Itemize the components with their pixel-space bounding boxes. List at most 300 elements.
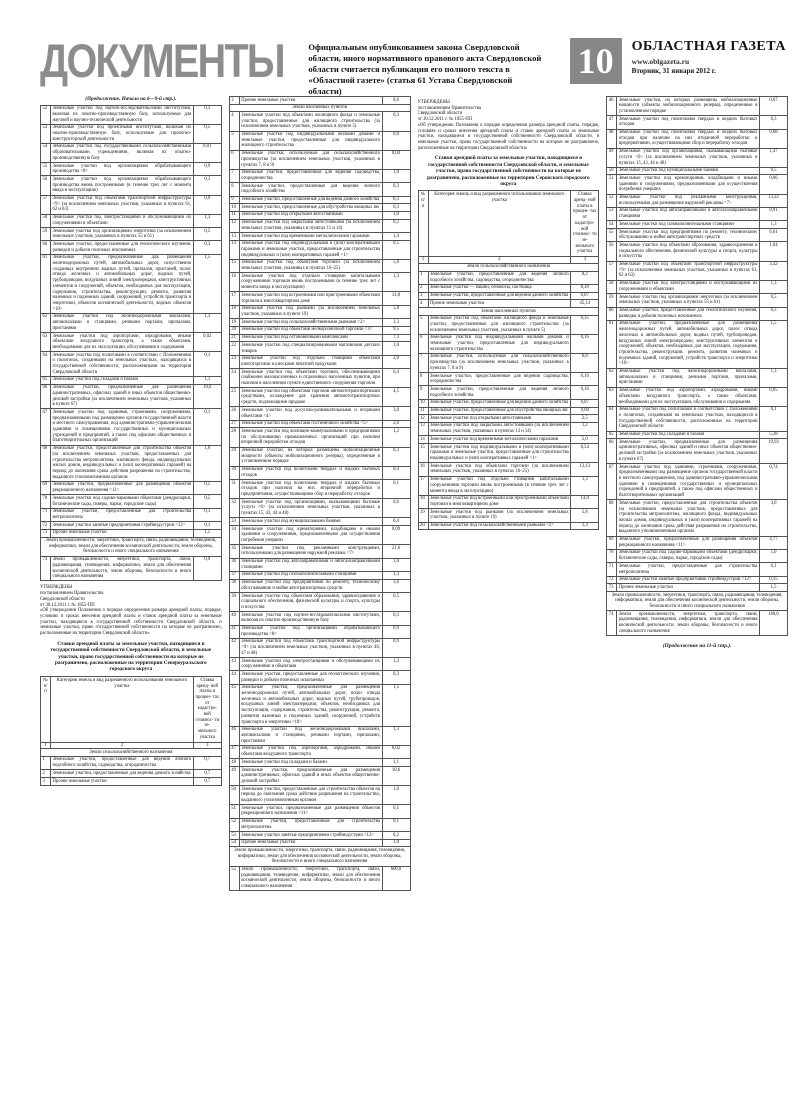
table-row [40,106,222,125]
row-category: Земельные участки, предоставленные для строительства метрополитена [240,819,383,831]
row-category: Земельные участки под объектами торговли (за исключением земельных участков, указанных в пунктах 16–25) [240,260,383,272]
row-category: Земельные участки под объектами торговли автомототранспортными средствами, охлаждение для хранения автомототранспортных средств, подлежащими продаже [240,388,383,406]
table-row [229,197,411,205]
row-number: 3 [230,97,240,104]
row-rate: 0,3 [393,448,399,454]
table-row [418,509,600,522]
row-number: 57 [41,196,51,214]
row-category: Земельные участки под досугово-развлекательными и игорными объектами <4> [240,407,383,419]
row-category: Земельные участки, предоставленные для геологического изучения, разведки и добычи полезных ископаемых [617,308,760,320]
row-category: Земельные участки под сельскохозяйственными рынками <2> [429,523,572,530]
row-category: Земельные участки, предоставленные для ведения дачного хозяйства [51,770,194,777]
row-category: Земельные участки под научно-исследовательскими институтами, включая их опытно-производственную базу [240,612,383,624]
row-rate: 8,39 [580,285,589,291]
table-row [606,550,788,563]
row-category: Земельные участки под рекламными конструкциями, используемыми для размещения наружной рекламы <7> [240,545,383,557]
table-row [40,509,222,522]
row-category: Прочие земельные участки [240,97,383,104]
table-row [229,448,411,467]
row-category: Земельные участки под индивидуальными и (или) кооперативными гаражами и земельные участки, предоставленные для строительства индивидуальных и (или) кооперативных гаражей <1> [429,444,572,462]
row-category: Земельные участки под полигонами в соответствии с Положениями о полигонах, созданными на земельных участках, находящихся в государственной собственности, расположенными на территории Свердловской области [51,352,194,376]
row-number: 64 [41,352,51,376]
body-columns [40,96,788,1098]
row-number: 31 [230,480,240,498]
table-row [40,352,222,377]
row-rate: 1,5 [770,321,777,327]
row-rate: 0,9 [204,163,211,169]
row-category: Земельные участки под временными металлическими гаражами [240,233,383,240]
table-row [40,446,222,482]
row-rate: 6,61 [769,229,778,235]
row-number: 52 [607,195,617,207]
table-row [418,293,600,301]
row-number: 70 [607,550,617,562]
row-category: Земельные участки под остановочными комплексами [240,335,383,342]
row-category: Земельные участки под автозаправочными и автогазозаправочными станциями [617,208,760,220]
row-rate: 0,5 [204,495,211,501]
row-number: 37 [230,572,240,579]
table-row [606,432,788,440]
table-row [229,847,411,866]
row-number: 6 [230,151,240,169]
table-row [40,215,222,228]
row-rate: 0,1 [204,522,211,528]
row-number: 73 [41,530,51,537]
row-rate: 0,1 [204,409,211,415]
row-rate: 0,9 [393,639,399,645]
table-row [229,545,411,558]
idx-3: 3 [583,257,586,263]
idx-2: 2 [51,743,194,749]
row-rate: 0,2 [393,220,399,226]
row-category: Земельные участки под научно-исследовательскими институтами, включая их опытно-производственную базу, используемые для научной и научно-технической деятельности [51,106,194,124]
row-category: Земельные участки под муниципальными банями [617,168,760,175]
table-row [40,409,222,445]
row-number: 33 [230,518,240,525]
row-number: 54 [607,221,617,228]
row-category: Земельные участки под организациями энергетики (за исключением земельных участков, указанных в пунктах 55 и 61) [51,228,194,240]
column-1 [40,96,222,1098]
table-header [418,190,600,256]
table-row [606,439,788,464]
row-category: Земельные участки под сельскохозяйственными рынками <2> [240,319,383,326]
table-row [606,308,788,321]
row-rate: 0,3 [204,241,211,247]
table-row [418,300,600,308]
row-category: Земельные участки под открытыми автостоянками [429,415,572,422]
row-number: 18 [419,496,429,508]
row-category: Земельные участки под полигонами твердых и жидких бытовых отходов [240,467,383,479]
row-rate: 0,3 [770,308,777,313]
table-row [418,373,600,386]
row-category: Земельные участки под государственными сельскохозяйственными образовательными учреждениями, включая их опытно-производственную базу [51,144,194,162]
row-number: 12 [230,220,240,232]
row-rate: 1,3 [204,314,211,320]
row-number: 10 [230,204,240,211]
row-rate: 1,4 [393,233,399,239]
row-number: 14 [419,436,429,443]
row-number: 70 [41,495,51,507]
row-rate: 0,16 [580,373,589,379]
table-row [229,421,411,429]
row-category: Земельные участки под открытыми автостоянками [240,212,383,219]
row-rate: 0,8 [393,132,399,138]
row-rate: 1,47 [769,149,778,155]
row-number: 32 [230,499,240,517]
table-row [418,423,600,436]
row-rate: 2,0 [393,356,399,362]
row-category: Земельные участки под индивидуальными жилыми домами и земельные участки, предоставленные для индивидуального жилищного строительства [429,335,572,353]
table-row [418,285,600,293]
row-category: Земельные участки, предоставленные для строительства метрополитена [51,509,194,521]
row-category: Земельные участки под крематориями, кладбищами и иными зданиями и сооружениями, предназначенными для осуществления погребения умерших [617,175,760,193]
row-number: 38 [230,580,240,592]
row-rate: 0,5 [770,168,777,174]
row-number: 59 [607,294,617,306]
publication-notice: Официальным опубликованием закона Свердловской области, иного нормативного правового акта Свердловской области считается публикация его полного текста в «Областной газете» (статья 61 Устава Свердловской области) [308,42,542,96]
row-category: Земельные участки под организациями энергетики (за исключением земельных участков, указанных в пунктах 55 и 61) [617,294,760,306]
row-category: Земельные участки под железнодорожными вокзалами, автовокзалами и станциями, речными портами, причалами, пристанями [51,314,194,332]
table-row [606,321,788,369]
table-row [40,778,222,786]
row-category: Земельные участки, предназначенные для размещения железнодорожных путей, автомобильных дорог, искусственно созданных внутренних водных путей, причалов, пристаней, полос отвода железных и автомобильных дорог, водных путей, трубопроводов, воздушных линий электропередачи, конструктивных элементов и сооружений, объектов, необходимых для эксплуатации, содержания, строительства, реконструкции, ремонта, развития наземных и подземных зданий, сооружений, устройств транспорта и энергетики, объектов космической деятельности, водных объектов <10> [51,255,194,313]
table-row [229,204,411,212]
approved-line: Свердловской области [40,596,85,602]
row-number: 55 [230,867,240,891]
row-number: 69 [41,482,51,494]
row-rate: 0,1 [204,106,211,112]
row-category: Земельные участки под железнодорожными вокзалами, автовокзалами и станциями, речными портами, причалами, пристанями [240,727,383,745]
row-category: Земельные участки под временными металлическими гаражами [429,436,572,443]
header-rate: Ставка аренд- ной платы в процен- тах от кадастро- вой стоимос- ти зе- мельного участка [572,192,597,255]
row-category: Земельные участки, предоставленные для обустройства овощных ям [429,408,572,415]
row-number: 1 [419,272,429,284]
row-category: Земельные участки под встроенными или пристроенными объектами торговли в многоквартирном доме [429,496,572,508]
row-number: 19 [419,509,429,521]
table-row [418,463,600,476]
row-rate: 1,0 [393,840,399,846]
table-row [418,386,600,399]
table-row [418,444,600,463]
row-rate: 0,3 [204,176,211,182]
table-row [40,196,222,215]
row-rate: 0,1 [393,819,399,825]
row-category: Земельные участки, предоставленные для геологического изучения, разведки и добычи полезных ископаемых [51,241,194,253]
row-category: Земельные участки под объектами транспортной инфраструктуры <9> (за исключением земельных участков, указанных в пунктах 61, 62 и 63) [51,196,194,214]
row-rate: 0,3 [770,116,777,122]
row-category: Земельные участки под рекламными конструкциями, используемыми для размещения наружной рекламы <7> [617,195,760,207]
row-number: 1 [41,757,51,769]
header-category: Категория земель и вид разрешенного использования земельного участка [51,677,194,742]
row-category: Земельные участки под организациями обрабатывающего производства <8> [51,163,194,175]
row-category: Земельные участки под организациями обрабатывающего производства вновь построенными (в течение трех лет с момента ввода в эксплуатацию) [51,176,194,194]
row-number: 68 [41,446,51,481]
row-rate: 1,3 [393,658,399,664]
row-number: 62 [607,369,617,387]
row-number: 2 [41,770,51,777]
row-rate: 0,05 [769,388,778,394]
row-number: 19 [230,319,240,326]
row-rate: 1,3 [581,523,588,529]
table-row [229,151,411,170]
row-rate: 0,5 [393,241,399,247]
row-number: 34 [230,526,240,544]
table-row [229,867,411,892]
row-number: 50 [230,786,240,804]
row-rate: 0,1 [204,509,211,515]
table-row [606,388,788,407]
table-row [418,477,600,496]
table-row [229,132,411,151]
row-rate: 0,5 [204,125,211,131]
row-number: 51 [607,175,617,193]
row-category: Земельные участки, предназначенные для размещения объектов рекреационного назначения <11> [240,805,383,817]
table-row [40,377,222,385]
table-row [606,242,788,261]
row-rate: 3,6 [393,580,399,586]
table-row [229,658,411,671]
row-rate: 13,13 [579,463,591,469]
table-row [229,626,411,639]
row-number: 74 [607,611,617,635]
table-row [40,176,222,195]
table-row [229,183,411,196]
row-category: Земельные участки, предоставленные для геологического изучения, разведки и добычи полезных ископаемых [240,671,383,683]
row-rate: 0,04 [391,151,401,157]
table-row [229,840,411,848]
row-number: 50 [607,168,617,175]
row-rate: 600,0 [390,867,402,873]
row-number: 60 [41,241,51,253]
row-category: Земельные участки под зданиями, строениями, сооружениями, предназначенными под размещение органов государственной власти и местного самоуправления, под административно-управленческими зданиями и помещениями государственных и муниципальных учреждений и предприятий, а также под офисами общественных и благотворительных организаций [617,464,760,499]
row-rate: 3,0 [770,500,777,506]
row-category: Земельные участки под железнодорожными вокзалами, автовокзалами и станциями, речными портами, причалами, пристанями [617,369,760,387]
row-number: 48 [230,759,240,766]
row-rate: 0,1 [393,480,399,486]
row-category: Земельные участки под специализированными магазинами детских товаров [240,342,383,354]
row-category: Земли населенных пунктов [481,308,536,314]
row-rate: 5,0 [581,436,588,442]
row-rate: 4,5 [393,388,399,394]
row-rate: 0,1 [770,407,777,413]
row-rate: 14,8 [580,496,589,502]
row-number: 60 [607,308,617,320]
approved-quote: «Об утверждении Положения о порядке определения размера арендной платы, порядке, условиях и сроках внесения арендной платы и ставок арендной платы за земельные участки, находящиеся в государственной собственности Свердловской области, и земельные участки, право государственной собственности на которые не разграничено, расположенные на территории Свердловской области» [40,608,222,637]
table-row [229,342,411,355]
table-row [606,584,788,592]
idx-2: 2 [429,257,572,263]
table-row [229,639,411,658]
table-row [40,749,222,757]
table-row [606,130,788,149]
row-rate: 0,4 [393,518,399,524]
table-row [40,538,222,557]
row-category: Земли промышленности, энергетики, транспорта, связи, радиовещания, телевидения, информатики, земли для обеспечения космической деятельности, земли обороны, безопасности и иного специального назначения [234,847,406,865]
row-rate: 1,3 [393,572,399,578]
row-category: Земельные участки под отдельно стоящими объектами книготорговли и киосками печатной продукции [240,356,383,368]
table-row [606,563,788,576]
row-category: Земельные участки, предоставленные для ведения личного подсобного хозяйства, садоводства, огородничества [51,757,194,769]
approved-quote: «Об утверждении Положения о порядке определения размера арендной платы, порядке, условиях и сроках внесения арендной платы и ставок арендной платы за земельные участки, находящиеся в государственной собственности Свердловской области, и земельные участки, право государственной собственности на которые не разграничено, расположенные на территории Свердловской области» [417,122,600,151]
row-number: 66 [41,385,51,409]
row-number: 69 [607,537,617,549]
row-category: Земельные участки под аэропортами, аэродромами, иными объектами воздушного транспорта, а также объектами, необходимыми для их эксплуатации, обслуживания и содержания [51,333,194,351]
row-rate: 1,5 [204,255,211,261]
row-number: 42 [230,639,240,657]
table-row [418,436,600,444]
row-number: 35 [230,545,240,557]
table-row [40,144,222,163]
severouralsk-table [40,749,222,786]
row-rate: 3,0 [393,407,399,413]
row-category: Земельные участки под зданиями, строениями, сооружениями, предназначенными под размещение органов государственной власти и местного самоуправления, под административно-управленческими зданиями и помещениями государственных и муниципальных учреждений и предприятий, а также под офисами общественных и благотворительных организаций [51,409,194,444]
row-category: Земельные участки, предназначенные для размещения объектов рекреационного назначения <11> [617,537,760,549]
row-rate: 1,0 [393,559,399,565]
table-row [229,241,411,260]
table-row [229,559,411,572]
row-rate: 5,8 [581,509,588,515]
row-rate: 1,04 [769,242,778,248]
table-row [229,306,411,319]
row-number: 21 [230,335,240,342]
table-row [229,727,411,746]
row-number: 11 [419,408,429,415]
row-category: Земельные участки под электростанциями и обслуживающими их сооружениями и объектами [617,281,760,293]
row-rate: 0,5 [393,593,399,599]
table-row [606,221,788,229]
row-rate: 0,07 [769,97,778,103]
row-number: 28 [230,428,240,446]
row-rate: 0,7 [204,778,211,784]
masthead-title: ОБЛАСТНАЯ ГАЗЕТА [631,39,786,54]
row-category: Земельные участки под встроенными или пристроенными объектами торговли в многоквартирном доме [240,292,383,304]
row-category: Земли населенных пунктов [292,105,347,111]
row-number: 36 [230,559,240,571]
row-rate: 0,2 [393,832,399,838]
row-rate: 0,08 [769,130,778,136]
row-number: 11 [230,212,240,219]
row-number: 53 [41,125,51,143]
row-number: 52 [41,106,51,124]
row-rate: 1,3 [393,319,399,325]
row-category: Земельные участки под полигонами в соответствии с Положениями о полигонах, созданными на земельных участках, находящихся в государственной собственности, расположенных на территории Свердловской области [617,407,760,431]
row-rate: 0,1 [770,563,777,569]
row-number: 22 [230,342,240,354]
row-number: 16 [230,273,240,291]
row-number: 67 [41,409,51,444]
row-rate: 0,07 [580,400,589,406]
row-number: 4 [419,300,429,307]
row-rate: 1,0 [204,446,211,452]
row-category: Земельные участки, предоставленные для ведения садоводства, огородничества [240,170,383,182]
row-category: Земли промышленности, энергетики, транспорта, связи, радиовещания, телевидения, информатики, земли для обеспечения космической деятельности, земли обороны, безопасности и иного специального назначения [45,538,217,555]
row-rate: 1,5 [770,584,777,590]
row-number: 53 [607,208,617,220]
table-row [606,262,788,281]
table-row [40,522,222,530]
row-rate: 0,7 [204,757,211,763]
table-row [229,832,411,840]
row-category: Земельные участки, на которых размещены мобилизационные мощности (объекты мобилизационного резерва), определенные в установленном порядке [240,448,383,466]
row-number: 72 [607,577,617,584]
row-category: Земельные участки, предназначенные для размещения административных, офисных зданий и иных объектов общественно-деловой застройки (за исключением земельных участков, указанных в пункте 67) [617,439,760,463]
approved-line: постановлением Правительства [40,591,104,597]
row-category: Земли сельскохозяйственного назначения [89,749,173,755]
row-number: 9 [230,197,240,204]
row-number: 54 [41,144,51,162]
row-number: 17 [230,292,240,304]
row-rate: 0,4 [393,467,399,473]
column-3 [418,96,600,1098]
header-rate: Ставка аренд- ной платы в процен- тах от кадастро- вой стоимос- ти зе- мельного участка [195,677,220,740]
masthead-date: Вторник, 31 января 2012 г. [631,67,716,75]
row-number: 41 [230,626,240,638]
row-rate: 0,08 [580,408,589,414]
column-4 [606,96,788,1098]
row-rate: 10,6 [203,385,212,391]
table-row [40,163,222,176]
table-row [418,400,600,408]
row-number: 6 [419,335,429,353]
table-row [229,580,411,593]
row-rate: 10,6 [391,767,401,773]
row-category: Земельные участки под объектами жилищного фонда и земельные участки, предоставленные для жилищного строительства (за исключением земельных участков, указанных в пункте 5) [240,112,383,130]
approved-block [40,585,222,636]
row-category: Земельные участки, предназначенные для размещения административных, офисных зданий и иных объектов общественно-деловой застройки (за исключением земельных участков, указанных в пункте 67) [51,385,194,409]
row-category: Земельные участки под организациями обрабатывающего производства <8> [240,626,383,638]
row-category: Земельные участки под объектами транспортной инфраструктуры <9> (за исключением земельных участков, указанных в пунктах 61, 62 и 63) [617,262,760,280]
table-row [606,537,788,550]
row-rate: 0,54 [580,444,589,450]
row-category: Земельные участки, предоставленные для обустройства овощных ям [240,204,383,211]
row-number: 72 [41,522,51,529]
header-num: № п/п [41,677,51,742]
row-number: 4 [230,112,240,130]
row-number: 64 [607,407,617,431]
row-number: 5 [419,316,429,334]
row-rate: 1,0 [393,342,399,348]
table-row [418,354,600,373]
table-row [418,408,600,416]
table-row [229,335,411,343]
row-rate: 6,8 [581,354,588,360]
row-category: Прочие земельные участки [240,840,383,847]
table-row [606,369,788,388]
table-row [40,228,222,241]
row-rate: 5,0 [770,550,777,556]
row-rate: 7,3 [393,335,399,341]
row-number: 46 [230,727,240,745]
table-row [40,770,222,778]
row-number: 43 [230,658,240,670]
row-rate: 1,2 [581,423,588,429]
row-number: 56 [607,242,617,260]
row-rate: 0,3 [393,671,399,677]
table-row [229,233,411,241]
header-category: Категория земель и вид разрешенного использования земельного участка [429,191,572,256]
row-number: 57 [607,262,617,280]
row-rate: 1,0 [393,170,399,176]
row-rate: 1,3 [393,273,399,279]
row-number: 15 [230,260,240,272]
row-number: 3 [41,778,51,785]
table-row [229,428,411,447]
row-number: 24 [230,369,240,387]
row-rate: 21,6 [391,545,401,551]
table-row [418,308,600,316]
row-category: Земельные участки под складами и базами [51,377,194,384]
table-row [40,495,222,508]
